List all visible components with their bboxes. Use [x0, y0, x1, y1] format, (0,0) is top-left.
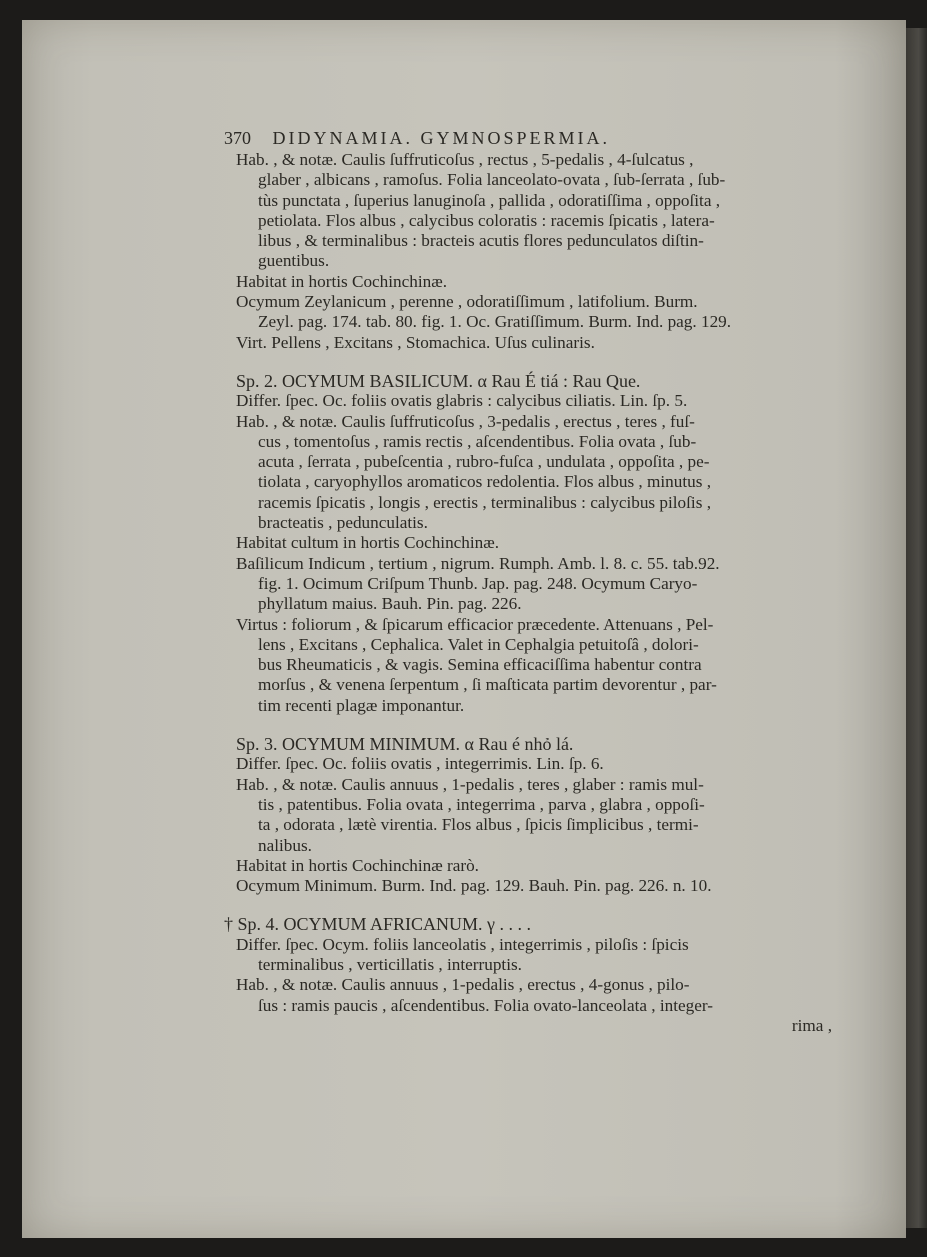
text-line: Differ. ſpec. Oc. foliis ovatis glabris : calycibus ciliatis. Lin. ſp. 5.: [236, 391, 688, 411]
text-line: rima ,: [791, 1015, 832, 1035]
text-line: Baſilicum Indicum , tertium , nigrum. Rumph. Amb. l. 8. c. 55. tab.92.: [236, 553, 720, 573]
species-heading: † Sp. 4. OCYMUM AFRICANUM. γ . . . .: [224, 914, 532, 935]
text-line: Differ. ſpec. Ocym. foliis lanceolatis , integerrimis , piloſis : ſpicis: [236, 934, 689, 954]
text-line: Virt. Pellens , Excitans , Stomachica. Uſus culinaris.: [236, 332, 595, 352]
section-gap: [236, 896, 846, 914]
text-line: bracteatis , pedunculatis.: [258, 513, 428, 533]
text-line: Habitat in hortis Cochinchinæ rarò.: [236, 855, 479, 875]
text-line: petiolata. Flos albus , calycibus coloratis : racemis ſpicatis , latera-: [258, 210, 715, 230]
text-line: Ocymum Zeylanicum , perenne , odoratiſſimum , latifolium. Burm.: [236, 292, 698, 312]
text-line: morſus , & venena ſerpentum , ſi maſticata partim devorentur , par-: [258, 675, 717, 695]
text-line: fig. 1. Ocimum Criſpum Thunb. Jap. pag. 248. Ocymum Caryo-: [258, 573, 698, 593]
section-gap: [236, 353, 846, 371]
text-line: Hab. , & notæ. Caulis ſuffruticoſus , rectus , 5-pedalis , 4-ſulcatus ,: [236, 150, 694, 169]
text-line: glaber , albicans , ramoſus. Folia lanceolato-ovata , ſub-ſerrata , ſub-: [258, 170, 726, 190]
text-line: acuta , ſerrata , pubeſcentia , rubro-fuſca , undulata , oppoſita , pe-: [258, 452, 710, 472]
text-line: nalibus.: [258, 835, 312, 855]
book-edge: [906, 28, 927, 1228]
text-line: bus Rheumaticis , & vagis. Semina efficaciſſima habentur contra: [258, 655, 702, 675]
text-line: cus , tomentoſus , ramis rectis , aſcendentibus. Folia ovata , ſub-: [258, 431, 697, 451]
species-heading: Sp. 3. OCYMUM MINIMUM. α Rau é nhỏ lá.: [236, 734, 574, 755]
text-line: racemis ſpicatis , longis , erectis , terminalibus : calycibus piloſis ,: [258, 492, 711, 512]
section-gap: [236, 716, 846, 734]
text-line: Hab. , & notæ. Caulis annuus , 1-pedalis , erectus , 4-gonus , pilo-: [236, 975, 690, 995]
text-line: tim recenti plagæ imponantur.: [258, 695, 465, 715]
text-line: Differ. ſpec. Oc. foliis ovatis , integerrimis. Lin. ſp. 6.: [236, 754, 604, 774]
text-line: guentibus.: [258, 251, 330, 271]
text-line: ta , odorata , lætè virentia. Flos albus , ſpicis ſimplicibus , termi-: [258, 815, 699, 835]
text-line: Virtus : foliorum , & ſpicarum efficacior præcedente. Attenuans , Pel-: [236, 614, 714, 634]
running-title: DIDYNAMIA. GYMNOSPERMIA.: [272, 128, 611, 148]
text-line: libus , & terminalibus : bracteis acutis flores pedunculatos diſtin-: [258, 231, 704, 251]
species-heading: Sp. 2. OCYMUM BASILICUM. α Rau É tiá : Rau Que.: [236, 370, 641, 391]
page-number: 370: [224, 128, 251, 148]
text-line: Habitat in hortis Cochinchinæ.: [236, 271, 448, 291]
text-line: Ocymum Minimum. Burm. Ind. pag. 129. Bauh. Pin. pag. 226. n. 10.: [236, 876, 712, 896]
text-line: lens , Excitans , Cephalica. Valet in Cephalgia petuitoſâ , dolori-: [258, 634, 699, 654]
text-line: Hab. , & notæ. Caulis ſuffruticoſus , 3-pedalis , erectus , teres , fuſ-: [236, 411, 695, 431]
running-header: [224, 128, 846, 150]
text-line: tiolata , caryophyllos aromaticos redolentia. Flos albus , minutus ,: [258, 472, 712, 492]
text-line: tis , patentibus. Folia ovata , integerrima , parva , glabra , oppoſi-: [258, 794, 705, 814]
text-line: Zeyl. pag. 174. tab. 80. fig. 1. Oc. Gratiſſimum. Burm. Ind. pag. 129.: [258, 312, 732, 332]
text-line: Habitat cultum in hortis Cochinchinæ.: [236, 533, 500, 553]
page-text-block: [224, 128, 846, 1036]
text-line: terminalibus , verticillatis , interruptis.: [258, 954, 522, 974]
text-line: ſus : ramis paucis , aſcendentibus. Folia ovato-lanceolata , integer-: [258, 995, 713, 1015]
text-line: tùs punctata , ſuperius lanuginoſa , pallida , odoratiſſima , oppoſita ,: [258, 190, 721, 210]
text-line: phyllatum maius. Bauh. Pin. pag. 226.: [258, 594, 522, 614]
text-line: Hab. , & notæ. Caulis annuus , 1-pedalis , teres , glaber : ramis mul-: [236, 774, 704, 794]
